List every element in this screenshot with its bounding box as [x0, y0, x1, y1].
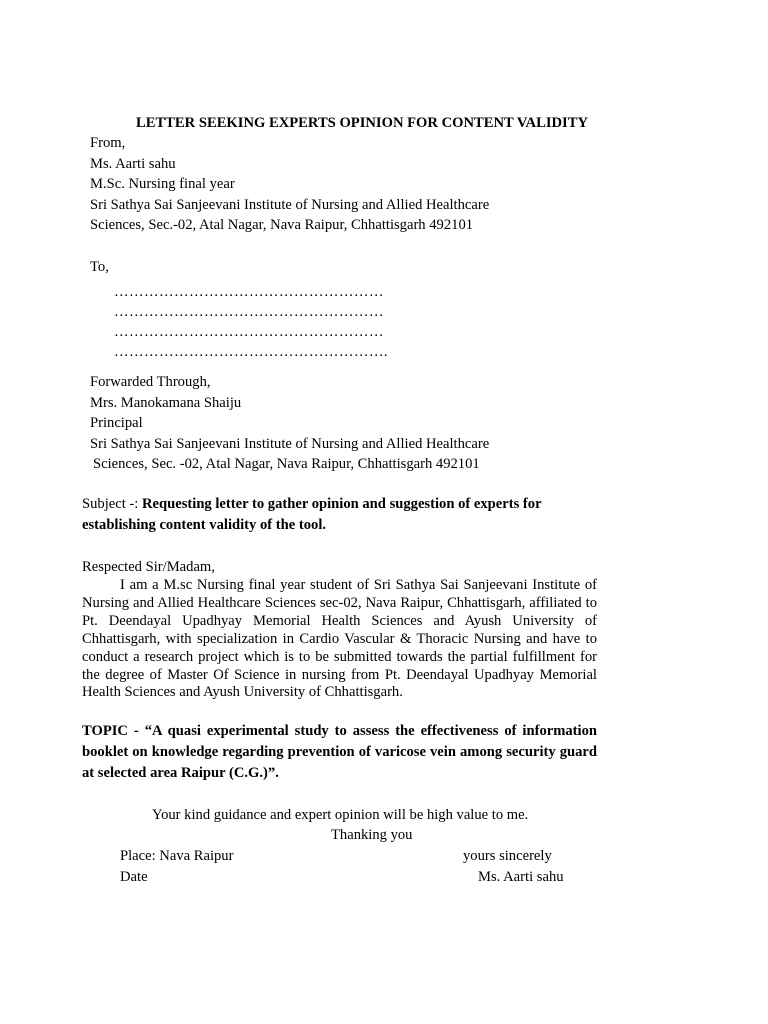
closing-line: Your kind guidance and expert opinion will be high value to me. — [152, 807, 529, 823]
recipient-blank-line: ……………………………………………… — [114, 324, 384, 340]
from-course: M.Sc. Nursing final year — [90, 176, 235, 193]
recipient-blank-line: ………………………………………………. — [114, 344, 388, 360]
thanking-line: Thanking you — [331, 827, 413, 843]
subject-label: Subject -: — [82, 496, 142, 512]
from-name: Ms. Aarti sahu — [90, 155, 176, 172]
letter-title: LETTER SEEKING EXPERTS OPINION FOR CONTENT VALIDITY — [135, 115, 588, 131]
recipient-blank-lines — [114, 282, 388, 362]
signature-name: Ms. Aarti sahu — [478, 869, 564, 885]
place-field: Place: Nava Raipur — [120, 848, 234, 864]
recipient-blank-line: ……………………………………………… — [114, 284, 384, 300]
principal-designation: Principal — [90, 415, 143, 432]
recipient-blank-line: ……………………………………………… — [114, 304, 384, 320]
from-institute-line1: Sri Sathya Sai Sanjeevani Institute of Nursing and Allied Healthcare — [90, 196, 490, 213]
forwarded-institute-line1: Sri Sathya Sai Sanjeevani Institute of Nursing and Allied Healthcare — [90, 435, 490, 452]
principal-name: Mrs. Manokamana Shaiju — [90, 394, 242, 411]
to-label: To, — [90, 259, 109, 275]
salutation: Respected Sir/Madam, — [82, 559, 215, 575]
from-label: From, — [90, 135, 126, 151]
subject-line — [82, 494, 602, 535]
topic-statement: TOPIC - “A quasi experimental study to assess the effectiveness of information booklet on knowledge regarding prevention of varicose vein among security guard at selected area Raipur (C.G.)”. — [82, 723, 597, 781]
forwarded-block — [90, 372, 489, 475]
from-institute-line2: Sciences, Sec.-02, Atal Nagar, Nava Raipur, Chhattisgarh 492101 — [90, 217, 474, 234]
date-field: Date — [120, 869, 148, 885]
forwarded-institute-line2: Sciences, Sec. -02, Atal Nagar, Nava Raipur, Chhattisgarh 492101 — [93, 456, 480, 473]
sign-off: yours sincerely — [463, 848, 552, 864]
forwarded-label: Forwarded Through, — [90, 374, 211, 390]
body-paragraph: I am a M.sc Nursing final year student of Sri Sathya Sai Sanjeevani Institute of Nursing and Allied Healthcare Sciences sec-02, Nava Raipur, Chhattisgarh, affiliated to Pt. Deendayal Upadhyay Memorial Health Sciences and Ayush University of Chhattisgarh, with specialization in Cardio Vascular & Thoracic Nursing and have to conduct a research project which is to be submitted towards the partial fulfillment for the degree of Master Of Science in nursing from Pt. Deendayal Upadhyay Memorial Health Sciences and Ayush University of Chhattisgarh. — [82, 577, 597, 701]
from-block — [90, 133, 489, 236]
subject-text: Requesting letter to gather opinion and suggestion of experts for establishing content validity of the tool. — [82, 496, 542, 533]
